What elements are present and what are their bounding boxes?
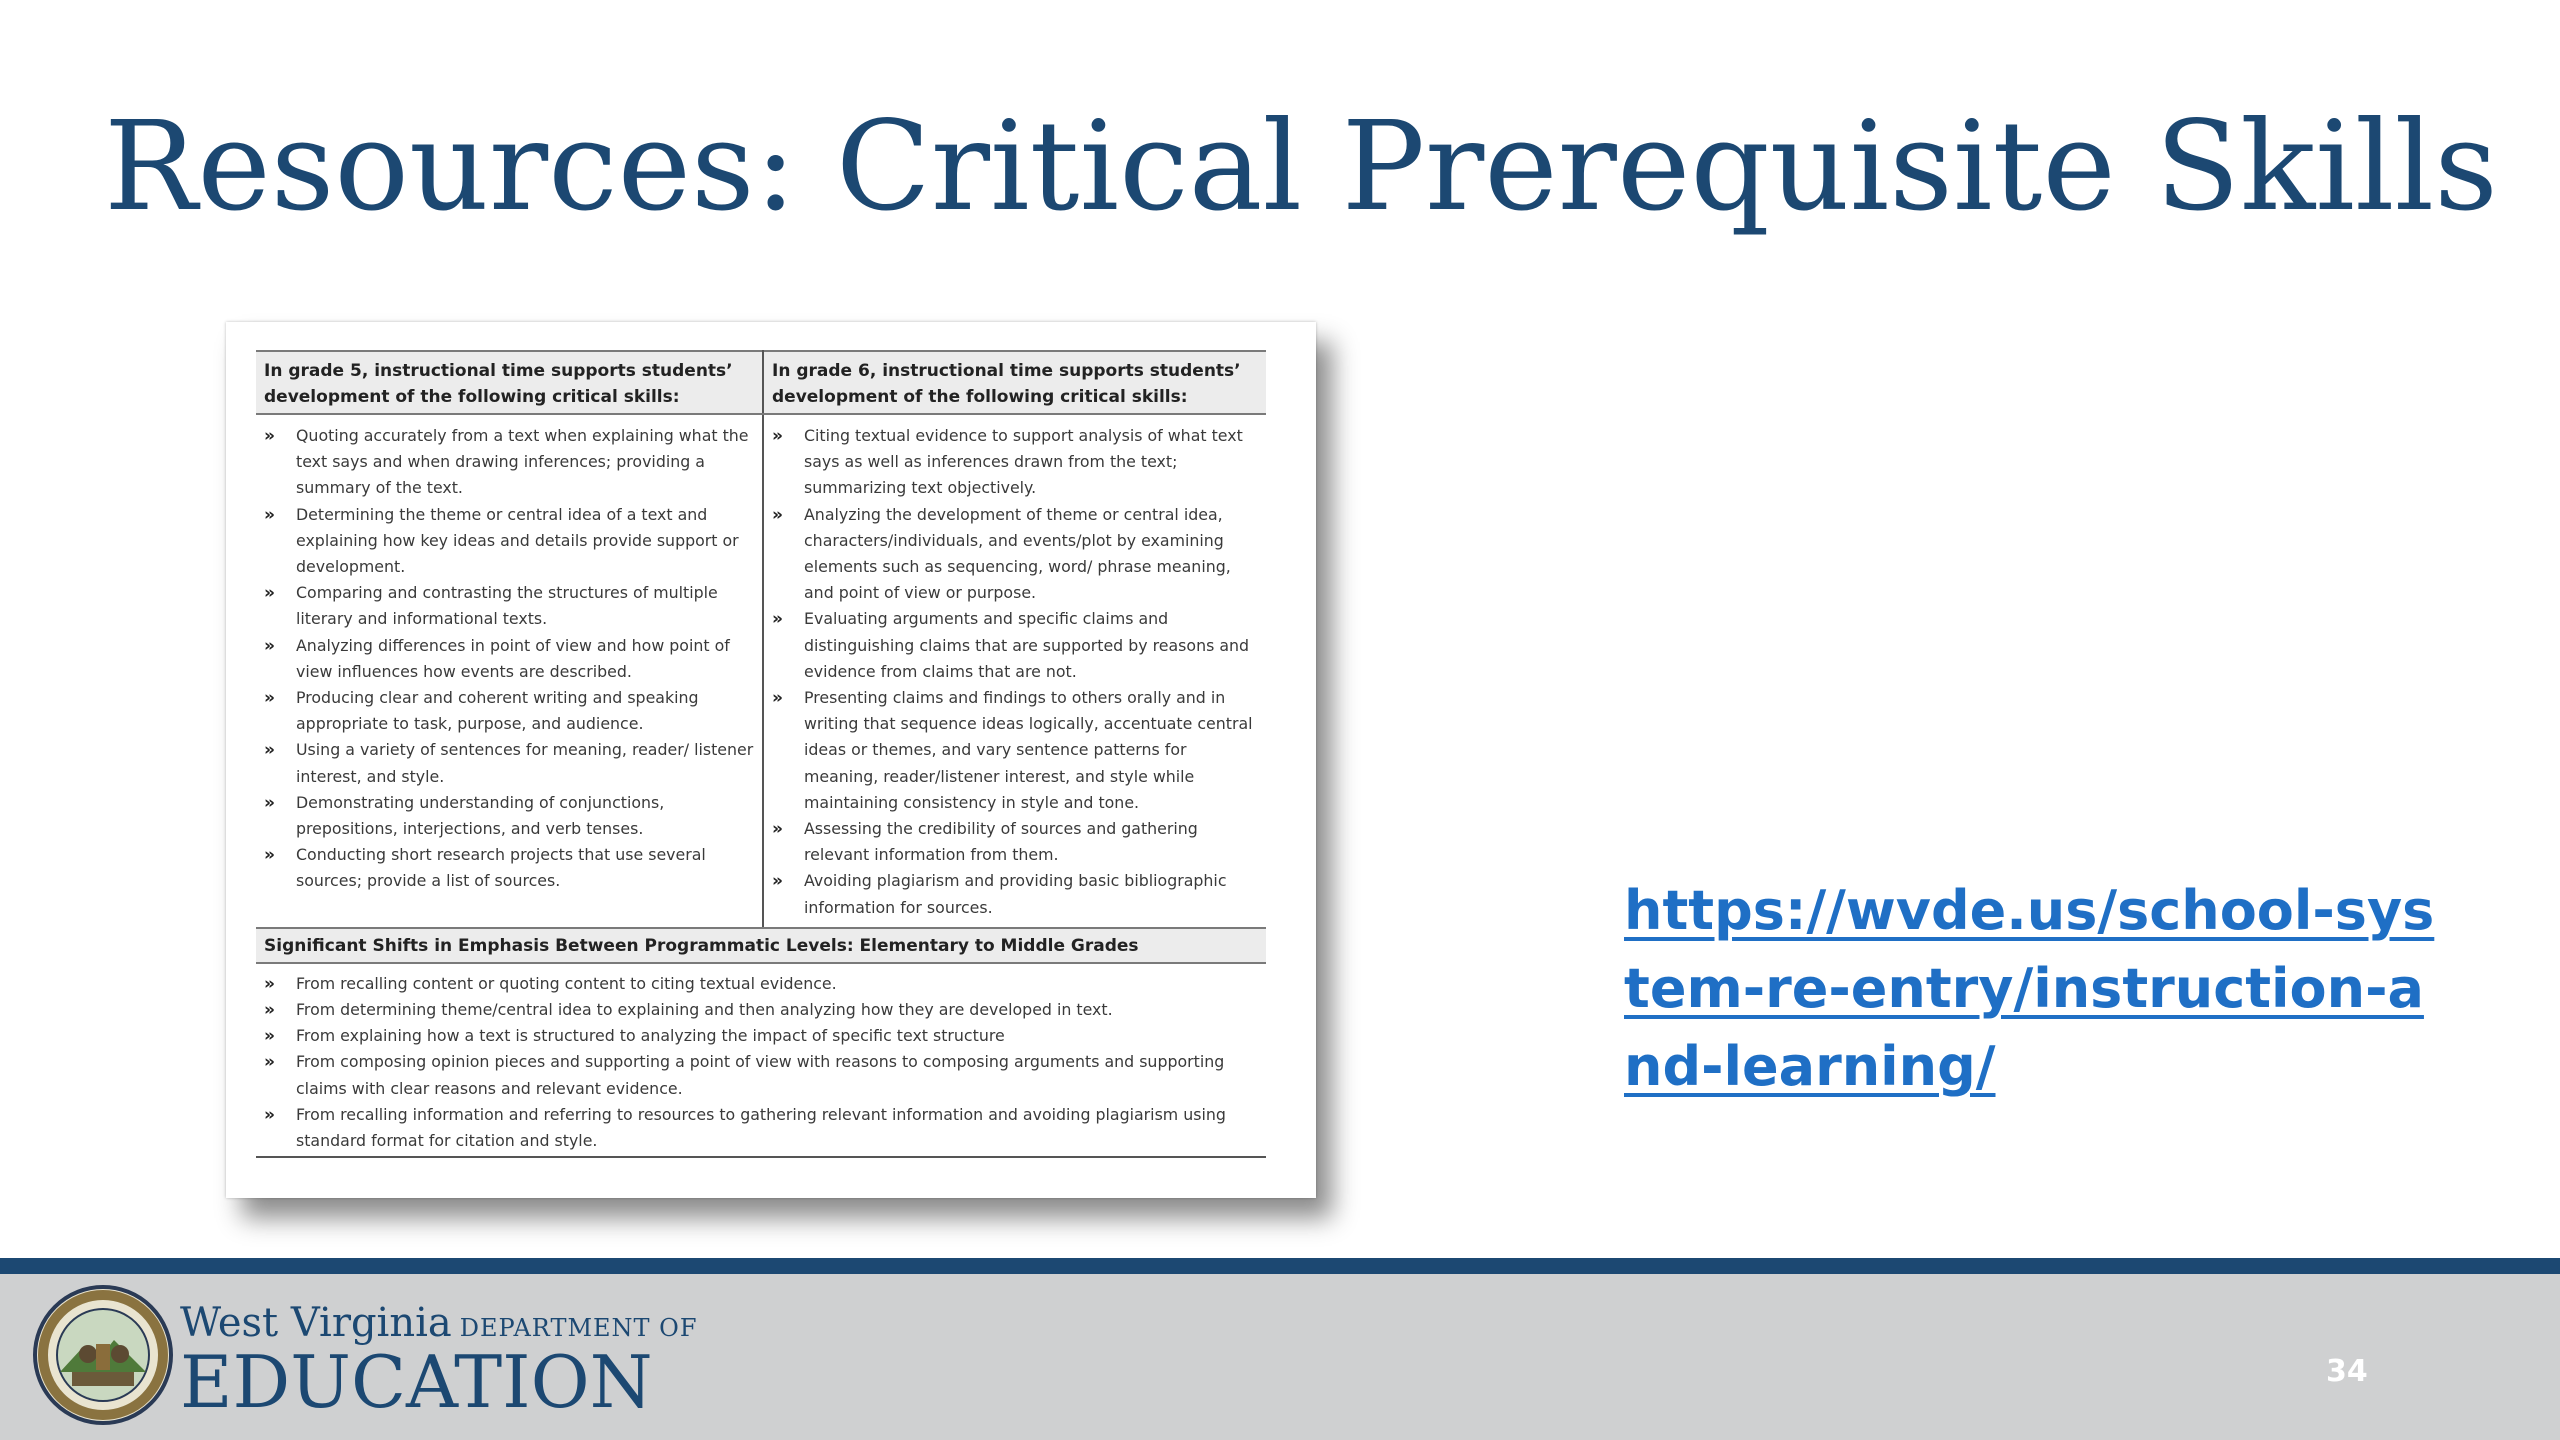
shift-item xyxy=(256,1049,1266,1101)
skills-table xyxy=(256,350,1266,927)
shift-item xyxy=(256,1023,1266,1049)
grade6-skill-item xyxy=(764,685,1258,816)
bullet-icon: » xyxy=(264,973,275,994)
item-text: Using a variety of sentences for meaning, reader/ listener interest, and style. xyxy=(296,740,754,786)
item-text: Citing textual evidence to support analysis of what text says as well as inferences drawn from the text; summarizing text objectively. xyxy=(804,426,1243,498)
grade5-skill-item xyxy=(256,685,754,737)
bullet-icon: » xyxy=(264,1052,275,1073)
item-text: From composing opinion pieces and supporting a point of view with reasons to composing arguments and supporting claims with clear reasons and relevant evidence. xyxy=(296,1052,1225,1098)
state-seal-icon xyxy=(32,1284,174,1426)
grade5-skill-item xyxy=(256,502,754,581)
item-text: Assessing the credibility of sources and gathering relevant information from them. xyxy=(804,819,1198,865)
bullet-icon: » xyxy=(772,426,783,446)
grade6-skill-item xyxy=(764,606,1258,685)
item-text: From recalling content or quoting content to citing textual evidence. xyxy=(296,973,837,993)
bullet-icon: » xyxy=(264,635,275,656)
grade6-column xyxy=(763,414,1266,927)
bullet-icon: » xyxy=(772,504,783,525)
grade5-column xyxy=(256,414,763,927)
wordmark-dept: DEPARTMENT OF xyxy=(459,1314,698,1342)
resource-link[interactable]: https://wvde.us/school-system-re-entry/instruction-and-learning/ xyxy=(1624,879,2435,1098)
item-text: Conducting short research projects that use several sources; provide a list of sources. xyxy=(296,845,706,891)
grade5-skill-item xyxy=(256,580,754,632)
slide-title: Resources: Critical Prerequisite Skills xyxy=(104,95,2498,239)
bullet-icon: » xyxy=(264,845,275,866)
item-text: From determining theme/central idea to explaining and then analyzing how they are developed in text. xyxy=(296,1000,1113,1020)
item-text: Presenting claims and findings to others orally and in writing that sequence ideas logically, accentuate central ideas or themes, and vary sentence patterns for meaning, reader/listener interest, and style while maintaining consistency in style and tone. xyxy=(804,688,1253,812)
bullet-icon: » xyxy=(772,819,783,840)
item-text: Analyzing the development of theme or central idea, characters/individuals, and events/plot by examining elements such as sequencing, word/ phrase meaning, and point of view or purpose. xyxy=(804,504,1231,603)
grade5-header: In grade 5, instructional time supports students’ development of the following critical skills: xyxy=(256,351,763,414)
page-number: 34 xyxy=(2326,1354,2368,1389)
bullet-icon: » xyxy=(772,688,783,709)
bullet-icon: » xyxy=(772,609,783,630)
item-text: From recalling information and referring to resources to gathering relevant information and avoiding plagiarism using standard format for citation and style. xyxy=(296,1104,1226,1151)
shift-item xyxy=(256,1102,1266,1154)
item-text: Comparing and contrasting the structures of multiple literary and informational texts. xyxy=(296,583,718,629)
item-text: Determining the theme or central idea of a text and explaining how key ideas and details provide support or development. xyxy=(296,504,739,577)
shift-item xyxy=(256,997,1266,1023)
item-text: Producing clear and coherent writing and speaking appropriate to task, purpose, and audience. xyxy=(296,688,699,734)
bullet-icon: » xyxy=(264,1026,275,1047)
bullet-icon: » xyxy=(264,426,275,446)
skills-document-image xyxy=(226,322,1316,1198)
grade6-list xyxy=(764,423,1258,921)
bullet-icon: » xyxy=(264,1104,275,1125)
grade5-skill-item xyxy=(256,423,754,502)
shifts-list xyxy=(256,971,1266,1154)
item-text: Quoting accurately from a text when explaining what the text says and when drawing inferences; providing a summary of the text. xyxy=(296,426,749,498)
wordmark-education: EDUCATION xyxy=(180,1340,653,1424)
item-text: Analyzing differences in point of view and how point of view influences how events are described. xyxy=(296,635,730,681)
bullet-icon: » xyxy=(264,740,275,761)
table-bottom-rule xyxy=(256,1156,1266,1158)
item-text: Evaluating arguments and specific claims and distinguishing claims that are supported by reasons and evidence from claims that are not. xyxy=(804,609,1250,681)
grade5-skill-item xyxy=(256,633,754,685)
wordmark-state: West Virginia xyxy=(180,1300,452,1346)
grade5-skill-item xyxy=(256,790,754,842)
grade6-skill-item xyxy=(764,868,1258,920)
grade5-list xyxy=(256,423,754,895)
bullet-icon: » xyxy=(264,504,275,525)
item-text: Avoiding plagiarism and providing basic bibliographic information for sources. xyxy=(804,871,1227,917)
bullet-icon: » xyxy=(264,792,275,813)
shifts-header: Significant Shifts in Emphasis Between Programmatic Levels: Elementary to Middle Grades xyxy=(256,927,1266,964)
grade6-skill-item xyxy=(764,502,1258,607)
item-text: From explaining how a text is structured to analyzing the impact of specific text structure xyxy=(296,1026,1005,1046)
grade5-skill-item xyxy=(256,842,754,894)
grade6-skill-item xyxy=(764,816,1258,868)
shift-item xyxy=(256,971,1266,997)
grade5-skill-item xyxy=(256,737,754,789)
bullet-icon: » xyxy=(264,688,275,709)
grade6-skill-item xyxy=(764,423,1258,502)
bullet-icon: » xyxy=(264,583,275,604)
shifts-section xyxy=(256,964,1266,1154)
item-text: Demonstrating understanding of conjunctions, prepositions, interjections, and verb tenses. xyxy=(296,792,665,839)
grade6-header: In grade 6, instructional time supports students’ development of the following critical skills: xyxy=(763,351,1266,414)
bullet-icon: » xyxy=(264,1000,275,1021)
bullet-icon: » xyxy=(772,871,783,892)
